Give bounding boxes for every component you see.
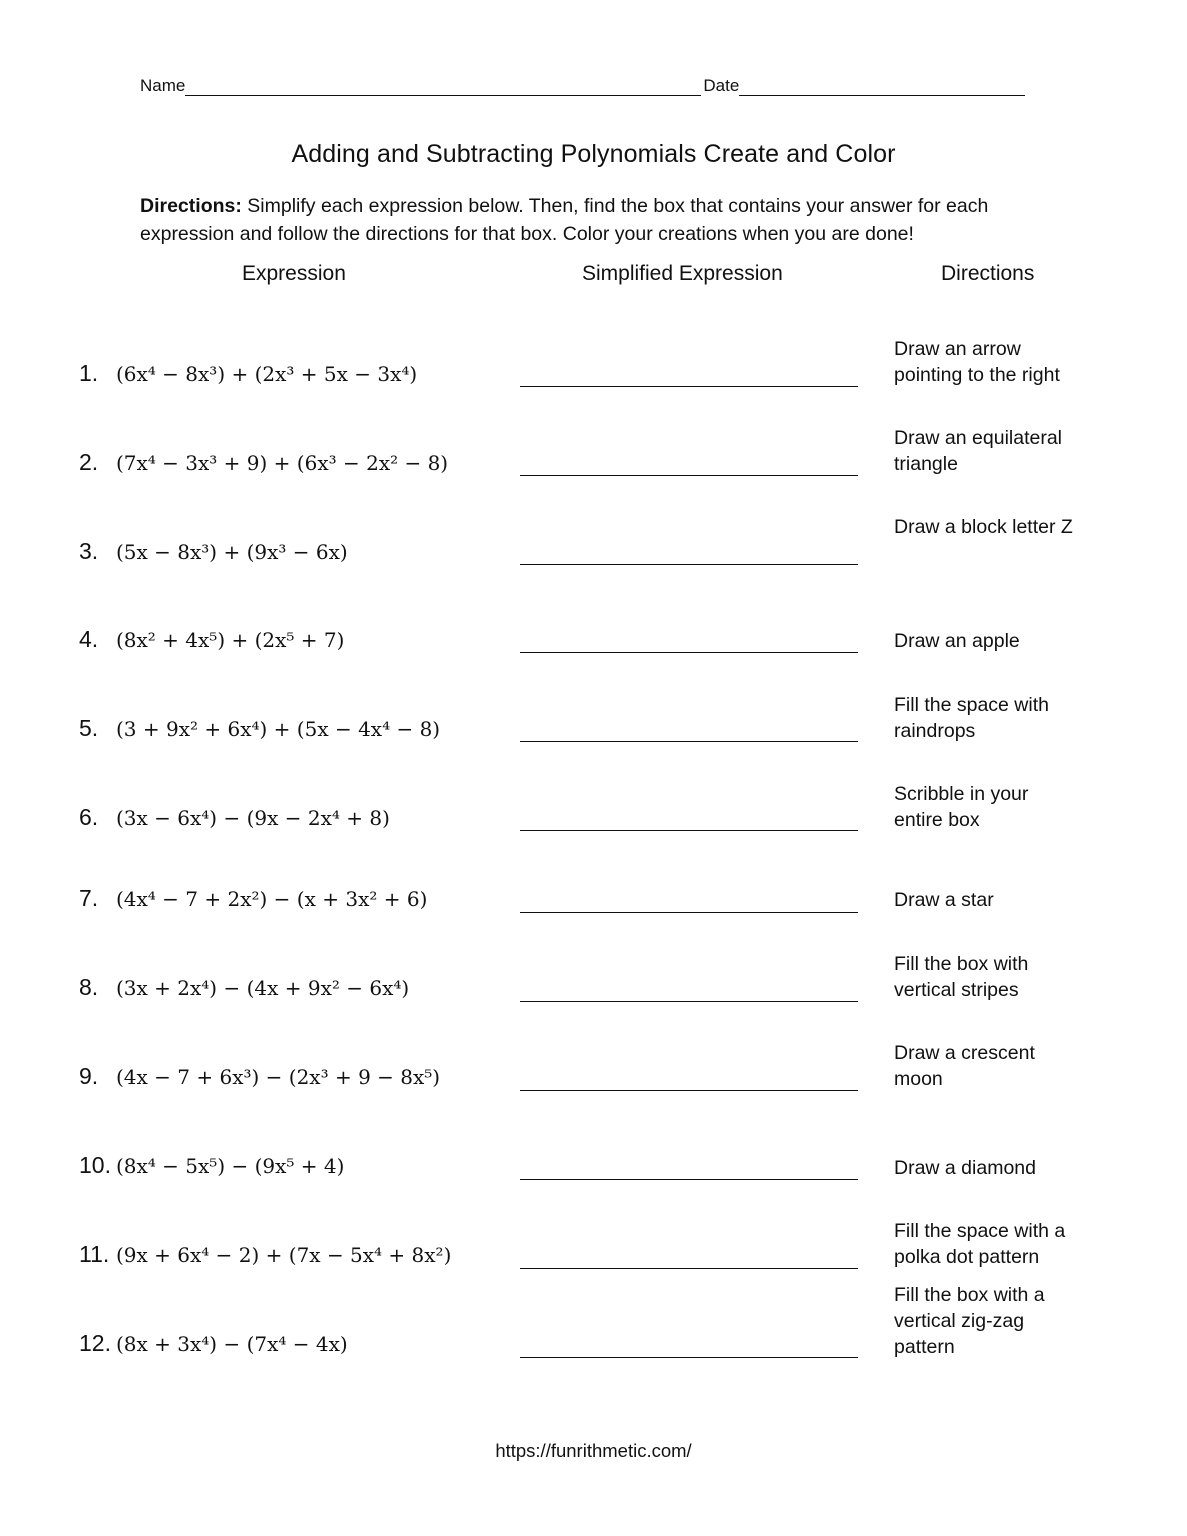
- problem-number: 3.: [79, 538, 99, 564]
- problem-expression: (4x⁴ − 7 + 2x²) − (x + 3x² + 6): [116, 887, 428, 911]
- problem-number: 1.: [79, 360, 99, 386]
- date-blank[interactable]: [739, 77, 1025, 96]
- problem-direction: Fill the box with a vertical zig-zag pattern: [894, 1284, 1045, 1358]
- page-title: Adding and Subtracting Polynomials Create and Color: [291, 140, 896, 168]
- problem-expression: (8x + 3x⁴) − (7x⁴ − 4x): [116, 1332, 348, 1356]
- problem-number: 10.: [79, 1152, 111, 1178]
- problem-direction: Fill the space with raindrops: [894, 694, 1049, 742]
- answer-line[interactable]: [520, 830, 858, 831]
- answer-line[interactable]: [520, 652, 858, 653]
- problem-direction: Fill the box with vertical stripes: [894, 953, 1029, 1001]
- answer-line[interactable]: [520, 1357, 858, 1358]
- answer-line[interactable]: [520, 475, 858, 476]
- problem-expression: (3 + 9x² + 6x⁴) + (5x − 4x⁴ − 8): [116, 717, 441, 741]
- answer-line[interactable]: [520, 912, 858, 913]
- name-label: Name: [140, 76, 186, 95]
- answer-line[interactable]: [520, 1090, 858, 1091]
- answer-line[interactable]: [520, 1268, 858, 1269]
- column-header-expression: Expression: [242, 262, 346, 285]
- problem-number: 2.: [79, 449, 99, 475]
- problem-expression: (8x² + 4x⁵) + (2x⁵ + 7): [116, 628, 345, 652]
- directions-label: Directions:: [140, 195, 242, 217]
- problem-number: 8.: [79, 974, 99, 1000]
- problem-expression: (9x + 6x⁴ − 2) + (7x − 5x⁴ + 8x²): [116, 1243, 452, 1267]
- footer-url: https://funrithmetic.com/: [495, 1440, 692, 1461]
- problem-direction: Draw an equilateral triangle: [894, 427, 1063, 475]
- problem-expression: (5x − 8x³) + (9x³ − 6x): [116, 540, 348, 564]
- problem-direction: Draw a diamond: [894, 1157, 1036, 1179]
- answer-line[interactable]: [520, 1001, 858, 1002]
- problem-number: 11.: [79, 1241, 110, 1267]
- problem-direction: Draw an arrow pointing to the right: [894, 338, 1060, 386]
- directions-paragraph: [140, 192, 1080, 248]
- problem-direction: Fill the space with a polka dot pattern: [894, 1220, 1066, 1268]
- directions-text: Simplify each expression below. Then, find the box that contains your answer for each expression and follow the directions for that box. Color your creations when you are done!: [140, 195, 989, 245]
- answer-line[interactable]: [520, 741, 858, 742]
- answer-line[interactable]: [520, 386, 858, 387]
- name-blank[interactable]: [185, 77, 701, 96]
- problem-number: 9.: [79, 1063, 99, 1089]
- problem-expression: (6x⁴ − 8x³) + (2x³ + 5x − 3x⁴): [116, 362, 418, 386]
- problem-number: 4.: [79, 626, 99, 652]
- problem-number: 5.: [79, 715, 99, 741]
- answer-line[interactable]: [520, 564, 858, 565]
- problem-expression: (7x⁴ − 3x³ + 9) + (6x³ − 2x² − 8): [116, 451, 449, 475]
- column-header-simplified: Simplified Expression: [582, 262, 783, 285]
- answer-line[interactable]: [520, 1179, 858, 1180]
- problem-direction: Draw a block letter Z: [894, 516, 1073, 538]
- problem-direction: Draw a crescent moon: [894, 1042, 1035, 1090]
- problem-direction: Draw an apple: [894, 630, 1020, 652]
- problem-expression: (3x + 2x⁴) − (4x + 9x² − 6x⁴): [116, 976, 410, 1000]
- column-header-directions: Directions: [941, 262, 1035, 285]
- problem-expression: (3x − 6x⁴) − (9x − 2x⁴ + 8): [116, 806, 390, 830]
- problem-direction: Scribble in your entire box: [894, 783, 1029, 831]
- date-label: Date: [703, 76, 740, 95]
- problem-number: 7.: [79, 885, 99, 911]
- problem-expression: (8x⁴ − 5x⁵) − (9x⁵ + 4): [116, 1154, 345, 1178]
- problem-number: 6.: [79, 804, 99, 830]
- problem-expression: (4x − 7 + 6x³) − (2x³ + 9 − 8x⁵): [116, 1065, 441, 1089]
- problem-direction: Draw a star: [894, 889, 994, 911]
- problem-number: 12.: [79, 1330, 111, 1356]
- name-date-header: [140, 72, 1045, 96]
